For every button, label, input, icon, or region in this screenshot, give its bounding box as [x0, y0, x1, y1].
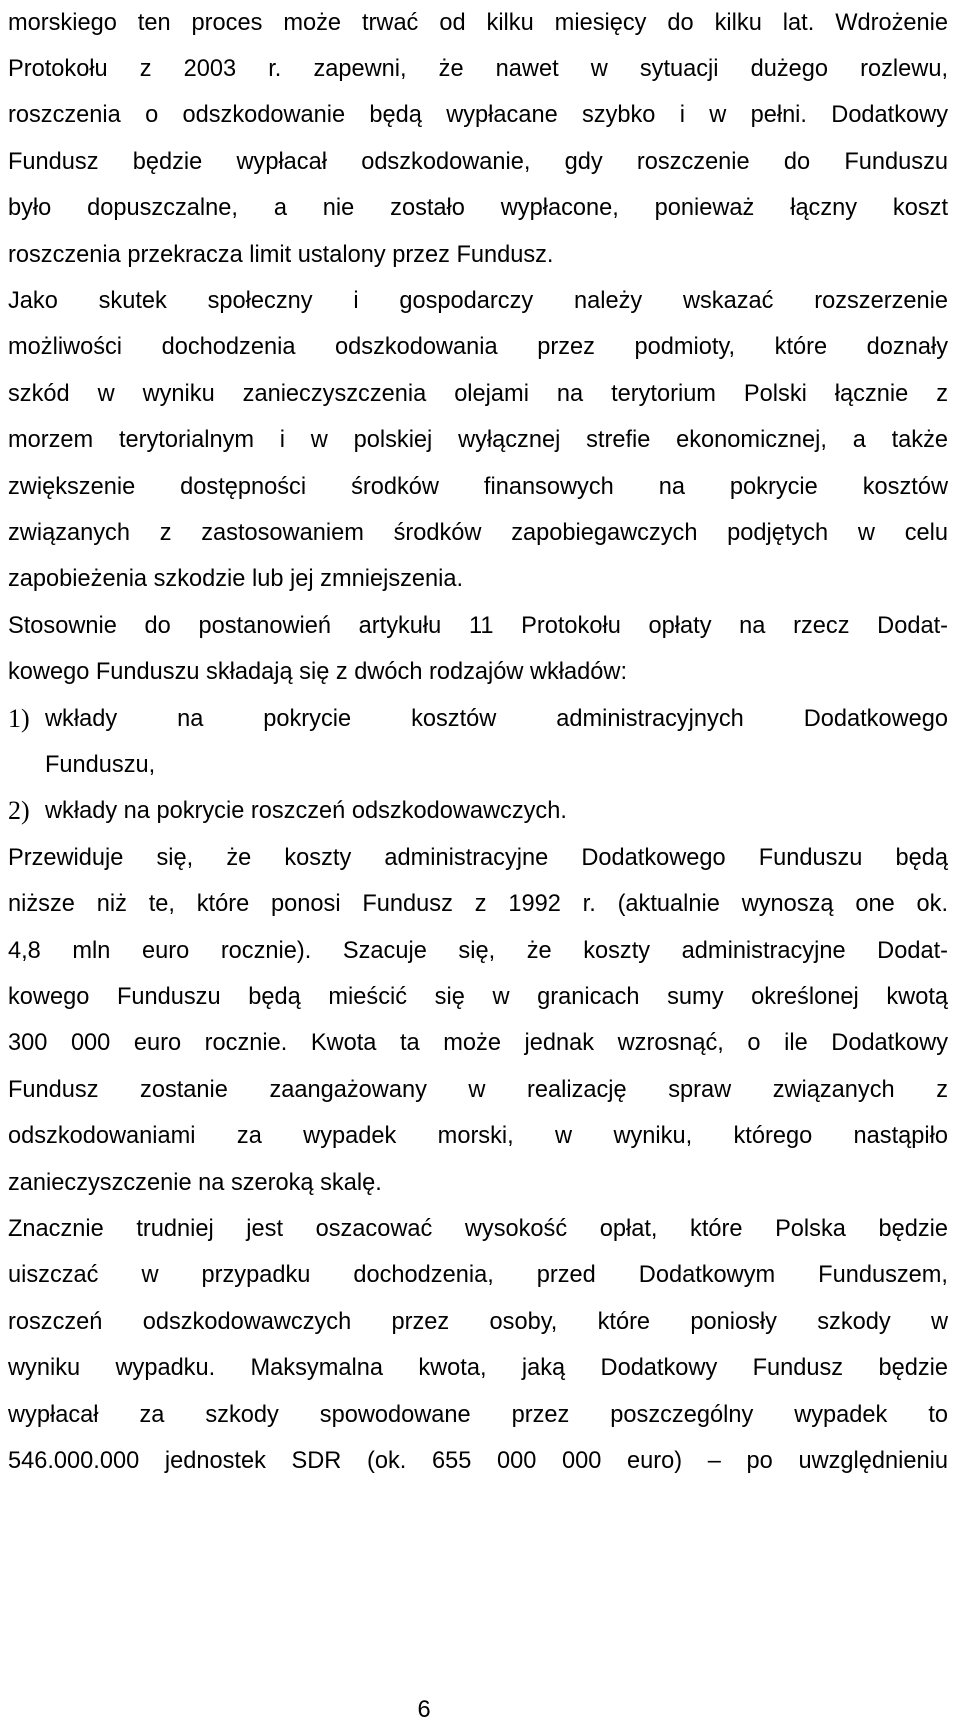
text-line: zanieczyszczenie na szeroką skalę. [8, 1170, 382, 1196]
list-item-1 [8, 696, 948, 742]
text-line: Przewiduje się, że koszty administracyjne Dodatkowego Funduszu będą [8, 845, 948, 871]
text-line: Jako skutek społeczny i gospodarczy należy wskazać rozszerzenie [8, 288, 948, 314]
text-line: niższe niż te, które ponosi Fundusz z 1992 r. (aktualnie wynoszą one ok. [8, 891, 948, 917]
text-line: wypłacał za szkody spowodowane przez poszczególny wypadek to [8, 1402, 948, 1428]
text-line: Znacznie trudniej jest oszacować wysokość opłat, które Polska będzie [8, 1216, 948, 1242]
text-line: Fundusz zostanie zaangażowany w realizację spraw związanych z [8, 1077, 948, 1103]
text-line: Stosownie do postanowień artykułu 11 Protokołu opłaty na rzecz Dodat- [8, 613, 948, 639]
text-line: Fundusz będzie wypłacał odszkodowanie, gdy roszczenie do Funduszu [8, 149, 948, 175]
list-item-text: Funduszu, [45, 752, 156, 778]
text-line: 300 000 euro rocznie. Kwota ta może jednak wzrosnąć, o ile Dodatkowy [8, 1030, 948, 1056]
text-line: morzem terytorialnym i w polskiej wyłącznej strefie ekonomicznej, a także [8, 427, 948, 453]
text-line: kowego Funduszu będą mieścić się w granicach sumy określonej kwotą [8, 984, 948, 1010]
text-line: 546.000.000 jednostek SDR (ok. 655 000 000 euro) – po uwzględnieniu [8, 1448, 948, 1474]
text-line: roszczeń odszkodowawczych przez osoby, które poniosły szkody w [8, 1309, 948, 1335]
list-number: 2) [8, 796, 30, 825]
list-item-text: wkłady na pokrycie kosztów administracyjnych Dodatkowego [45, 706, 948, 732]
text-line: roszczenia o odszkodowanie będą wypłacane szybko i w pełni. Dodatkowy [8, 102, 948, 128]
text-line: 4,8 mln euro rocznie). Szacuje się, że koszty administracyjne Dodat- [8, 938, 948, 964]
page-number: 6 [417, 1697, 431, 1723]
text-line: zwiększenie dostępności środków finansowych na pokrycie kosztów [8, 474, 948, 500]
text-line: uiszczać w przypadku dochodzenia, przed Dodatkowym Funduszem, [8, 1262, 948, 1288]
list-item-1-continuation [8, 742, 948, 788]
text-line: roszczenia przekracza limit ustalony przez Fundusz. [8, 242, 554, 268]
text-line: związanych z zastosowaniem środków zapobiegawczych podjętych w celu [8, 520, 948, 546]
list-item-2 [8, 788, 948, 834]
text-line: było dopuszczalne, a nie zostało wypłacone, ponieważ łączny koszt [8, 195, 948, 221]
text-line: Protokołu z 2003 r. zapewni, że nawet w sytuacji dużego rozlewu, [8, 56, 948, 82]
text-line: szkód w wyniku zanieczyszczenia olejami na terytorium Polski łącznie z [8, 381, 948, 407]
list-number: 1) [8, 704, 30, 733]
text-line: odszkodowaniami za wypadek morski, w wyniku, którego nastąpiło [8, 1123, 948, 1149]
text-line: możliwości dochodzenia odszkodowania przez podmioty, które doznały [8, 334, 948, 360]
text-line: zapobieżenia szkodzie lub jej zmniejszenia. [8, 566, 464, 592]
text-line: kowego Funduszu składają się z dwóch rodzajów wkładów: [8, 659, 628, 685]
text-line: morskiego ten proces może trwać od kilku miesięcy do kilku lat. Wdrożenie [8, 10, 948, 36]
list-item-text: wkłady na pokrycie roszczeń odszkodowawczych. [45, 798, 567, 824]
text-line: wyniku wypadku. Maksymalna kwota, jaką Dodatkowy Fundusz będzie [8, 1355, 948, 1381]
